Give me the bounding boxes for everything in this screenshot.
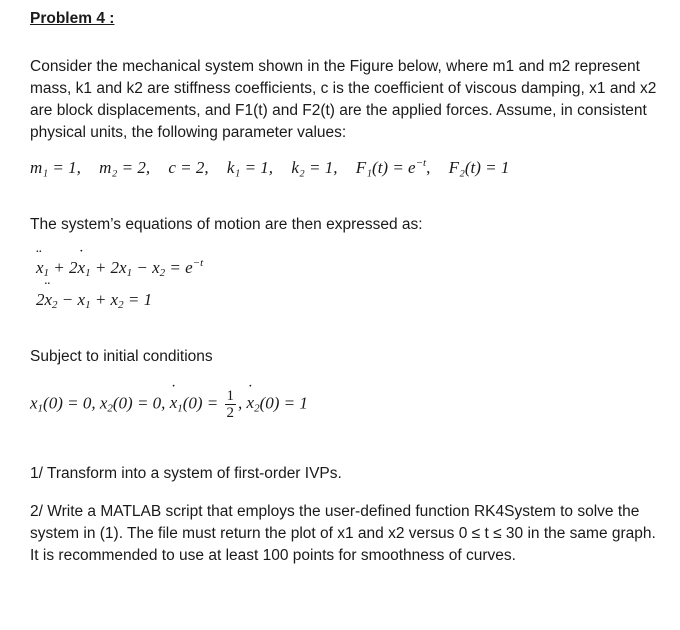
eq2-coef: 2 (36, 290, 45, 309)
eq1-rhs: = e (165, 258, 193, 277)
x2-ddot-symbol: ¨ x (45, 290, 53, 310)
fraction-denominator: 2 (226, 405, 235, 421)
question-1: 1/ Transform into a system of first-order IVPs. (30, 465, 342, 482)
param-f2: F₂(t) = 1 (448, 158, 510, 177)
initial-conditions-intro: Subject to initial conditions (30, 348, 213, 365)
question-2: 2/ Write a MATLAB script that employs the user-defined function RK4System to solve the system in (1). The file must return the plot of x1 and x2 versus 0 ≤ t ≤ 30 in the same graph. It is recommended to use at least 100 points for smoothness of curves. (30, 503, 656, 564)
ic-part-1: (0) = 0, x (43, 393, 108, 413)
eq1-term-a: + 2 (49, 258, 78, 277)
x1-dot-symbol: ˙ x (78, 258, 86, 278)
eq2-term-b: + x (90, 290, 119, 309)
equations-intro: The system’s equations of motion are then expressed as: (30, 216, 423, 233)
param-m2: m₂ = 2, (99, 158, 151, 177)
fraction-numerator: 1 (226, 388, 235, 404)
eq2-term-a: − x (57, 290, 86, 309)
ic-part-5: (0) = 1 (259, 393, 308, 413)
ic-part-4: , (238, 393, 247, 413)
parameter-values (30, 158, 660, 178)
param-c: c = 2, (168, 158, 209, 177)
ic-part-2: (0) = 0, (112, 393, 170, 413)
param-k1: k₁ = 1, (226, 158, 274, 177)
eq1-term-b: + 2x (90, 258, 127, 277)
problem-title: Problem 4 : (30, 10, 115, 27)
param-k2: k₂ = 1, (291, 158, 338, 177)
ic-fraction (225, 388, 237, 421)
param-f1-comma: , (426, 158, 431, 177)
equation-2: 2¨ $x_2 - x_1 + x_2 = 1$ (36, 290, 666, 310)
x1-ddot-symbol: ¨ x (36, 258, 44, 278)
eq1-term-c: − x (132, 258, 160, 277)
ic-part-3: (0) = (182, 393, 223, 413)
eq1-rhs-exponent: −t (192, 257, 204, 269)
ic-x1-symbol: x (30, 393, 38, 413)
equation-1: ¨ $x_1$ + 2˙ $x_1 + 2x_1 - x_2 = e^{-t}$ (36, 258, 666, 278)
ic-x1-dot-symbol: ˙ x (170, 393, 178, 413)
problem-intro: Consider the mechanical system shown in the Figure below, where m1 and m2 represent mass, k1 and k2 are stiffness coefficients, c is the coefficient of viscous damping, x1 and x2 are block displacements, and F1(t) and F2(t) are the applied forces. Assume, in consistent physical units, the following parameter values: (30, 58, 657, 141)
param-f1: F₁(t) = e (355, 158, 416, 177)
param-m1: m₁ = 1, (30, 158, 81, 177)
ic-x2-dot-symbol: ˙ x (247, 393, 255, 413)
initial-conditions: $x_1(0) = 0$, $x_2(0) = 0$, ˙ $x_1(0)$ = $\frac{1}{2}$ , ˙ $x_2(0) = 1$ (30, 388, 660, 421)
eq2-rhs: = 1 (123, 290, 153, 309)
param-f1-exponent: −t (415, 157, 427, 169)
